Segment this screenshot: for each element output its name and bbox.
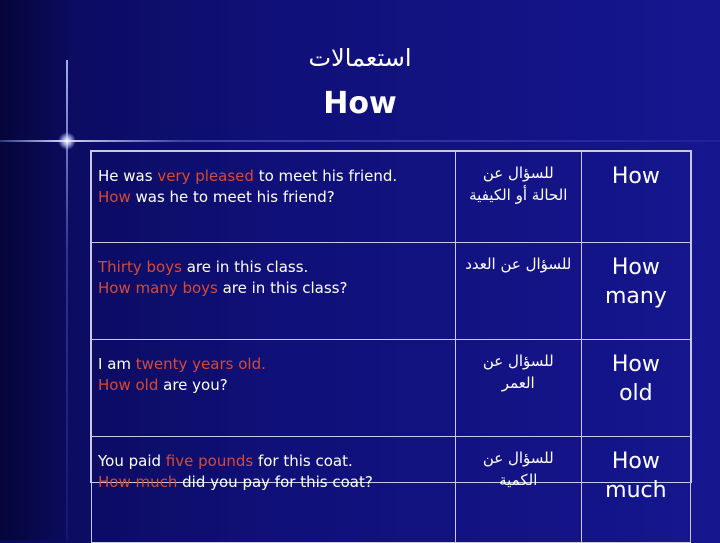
- question-word-line: How: [611, 352, 660, 377]
- table-row: [92, 340, 691, 437]
- sentence-text: I am: [98, 355, 136, 373]
- arabic-meaning-line: للسؤال عن: [482, 352, 554, 370]
- arabic-meaning-line: العمر: [501, 374, 535, 392]
- sentence-text: are you?: [158, 376, 228, 394]
- sentence-text: was he to meet his friend?: [130, 188, 335, 206]
- example-sentence: [98, 257, 449, 278]
- slide-title-arabic: استعمالات: [308, 44, 412, 72]
- highlighted-phrase: Thirty boys: [98, 258, 182, 276]
- example-sentence: [98, 354, 449, 375]
- highlighted-phrase: twenty years old.: [135, 355, 266, 373]
- example-sentence: [98, 166, 449, 187]
- highlighted-phrase: How much: [98, 473, 178, 491]
- highlighted-phrase: five pounds: [165, 452, 254, 470]
- lens-flare-center: [58, 132, 76, 150]
- highlighted-phrase: How old: [98, 376, 159, 394]
- background-left-band: [0, 0, 68, 540]
- arabic-meaning-cell: [455, 340, 581, 437]
- question-word-line: much: [605, 478, 667, 503]
- example-cell: [92, 437, 456, 543]
- highlighted-phrase: How: [98, 188, 131, 206]
- slide-title-english: How: [323, 86, 397, 121]
- question-sentence: [98, 472, 449, 493]
- sentence-text: are in this class?: [217, 279, 348, 297]
- sentence-text: for this coat.: [253, 452, 353, 470]
- question-sentence: [98, 375, 449, 396]
- sentence-text: You paid: [98, 452, 166, 470]
- question-word-line: many: [604, 284, 667, 309]
- lens-flare-horizontal: [0, 140, 720, 142]
- question-word-line: How: [611, 255, 660, 280]
- table-row: [92, 437, 691, 543]
- usage-table: [90, 150, 692, 503]
- question-sentence: [98, 278, 449, 299]
- question-word-cell: [581, 340, 690, 437]
- arabic-meaning-line: الكمية: [499, 471, 538, 489]
- question-word-line: old: [619, 381, 653, 406]
- arabic-meaning-line: للسؤال عن العدد: [465, 255, 572, 273]
- arabic-meaning-line: الحالة أو الكيفية: [469, 186, 568, 204]
- arabic-meaning-cell: [455, 243, 581, 340]
- question-sentence: [98, 187, 449, 208]
- table-row: [92, 152, 691, 243]
- arabic-meaning-cell: [455, 437, 581, 543]
- question-word-cell: [581, 243, 690, 340]
- example-sentence: [98, 451, 449, 472]
- table-row: [92, 243, 691, 340]
- arabic-meaning-line: للسؤال عن: [482, 164, 554, 182]
- arabic-meaning-cell: [455, 152, 581, 243]
- example-cell: [92, 152, 456, 243]
- highlighted-phrase: How many boys: [98, 279, 218, 297]
- question-word-cell: [581, 152, 690, 243]
- sentence-text: did you pay for this coat?: [177, 473, 373, 491]
- highlighted-phrase: very pleased: [157, 167, 254, 185]
- question-word-line: How: [611, 164, 660, 189]
- example-cell: [92, 243, 456, 340]
- example-cell: [92, 340, 456, 437]
- arabic-meaning-line: للسؤال عن: [482, 449, 554, 467]
- sentence-text: to meet his friend.: [253, 167, 398, 185]
- question-word-cell: [581, 437, 690, 543]
- sentence-text: are in this class.: [181, 258, 309, 276]
- sentence-text: He was: [98, 167, 158, 185]
- question-word-line: How: [611, 449, 660, 474]
